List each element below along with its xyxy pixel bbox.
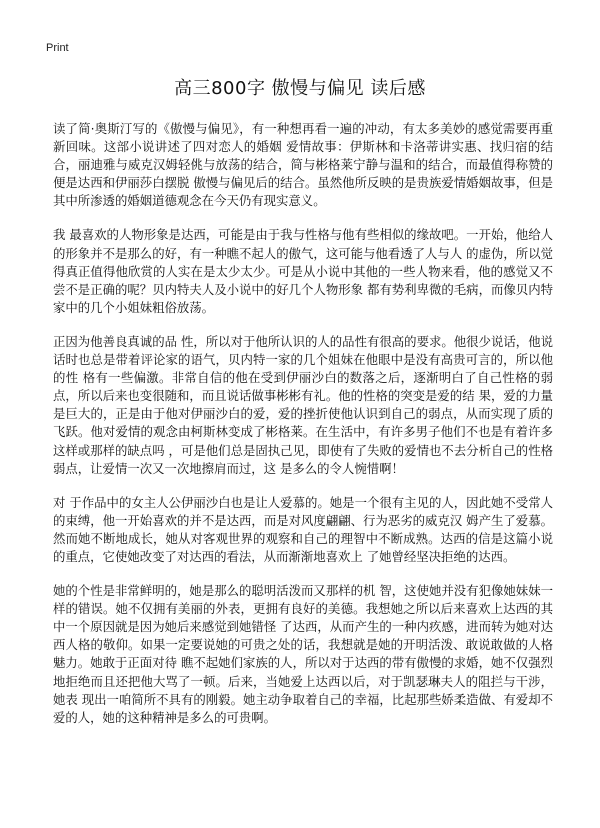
paragraph: 对 于作品中的女主人公伊丽沙白也是让人爱慕的。她是一个很有主见的人，因此她不受常人的束缚，他一开始喜欢的并不是达西，而是对风度翩翩、行为恶劣的威克汉 姆产生了爱慕。然而她不断地成长，她从对客观世界的观察和自己的理智中不断成熟。达西的信是这篇小说的重点，它使她改变了对达西的看法，从而渐渐地喜欢上 了她曾经坚决拒绝的达西。 xyxy=(53,494,553,564)
paragraph: 读了简·奥斯汀写的《傲慢与偏见》，有一种想再看一遍的冲动，有太多美妙的感觉需要再重新回味。这部小说讲述了四对恋人的婚姻 爱情故事：伊斯林和卡洛蒂讲实惠、找归宿的结合，丽迪雅与威克汉姆轻佻与放荡的结合，简与彬格莱宁静与温和的结合，而最值得称赞的便是达西和伊丽莎白摆脱 傲慢与偏见后的结合。虽然他所反映的是贵族爱情婚姻故事，但是其中所渗透的婚姻道德观念在今天仍有现实意义。 xyxy=(53,121,553,209)
paragraph: 正因为他善良真诚的品 性，所以对于他所认识的人的品性有很高的要求。他很少说话，他说话时也总是带着评论家的语气，贝内特一家的几个姐妹在他眼中是没有高贵可言的，所以他的性 格有一些偏激。非常自信的他在受到伊丽沙白的数落之后，逐渐明白了自己性格的弱点，所以后来也变很随和，而且说话做事彬彬有礼。他的性格的突变是爱的结 果，爱的力量是巨大的，正是由于他对伊丽沙白的爱，爱的挫折使他认识到自己的弱点，从而实现了质的飞跃。他对爱情的观念由柯斯林变成了彬格莱。在生活中，有许多男子他们不也是有着许多这样或那样的缺点吗 ，可是他们总是固执己见，即使有了失败的爱情也不去分析自己的性格弱点，让爱情一次又一次地擦肩而过，这 是多么的令人惋惜啊！ xyxy=(53,333,553,476)
page-title: 高三800字 傲慢与偏见 读后感 xyxy=(174,78,426,99)
print-link[interactable]: Print xyxy=(46,42,69,54)
paragraph: 她的个性是非常鲜明的，她是那么的聪明活泼而又那样的机 智，这使她并没有犯像她妹妹一样的错误。她不仅拥有美丽的外表，更拥有良好的美德。我想她之所以后来喜欢上达西的其中一个原因就是因为她后来感觉到她错怪 了达西，从而产生的一种内疚感，进而转为她对达西人格的敬仰。如果一定要说她的可贵之处的话，我想就是她的开明活泼、敢说敢做的人格魅力。她敢于正面对待 瞧不起她们家族的人，所以对于达西的带有傲慢的求婚，她不仅强烈地拒绝而且还把他大骂了一顿。后来，当她爱上达西以后，对于凯瑟琳夫人的阻拦与干涉，她表 现出一咱简所不具有的刚毅。她主动争取着自己的幸福，比起那些娇柔造做、有爱却不爱的人，她的这种精神是多么的可贵啊。 xyxy=(53,583,553,725)
paragraph: 我 最喜欢的人物形象是达西，可能是由于我与性格与他有些相似的缘故吧。一开始，他给人的形象并不是那么的好，有一种瞧不起人的傲气，这可能与他看透了人与人 的虚伪，所以觉得真正值得他欣赏的人实在是太少太少。可是从小说中其他的一些人物来看，他的感觉又不尝不是正确的呢？贝内特夫人及小说中的好几个人物形象 都有势利卑微的毛病，而像贝内特家中的几个小姐妹粗俗放荡。 xyxy=(53,227,553,315)
article-body xyxy=(53,120,553,743)
